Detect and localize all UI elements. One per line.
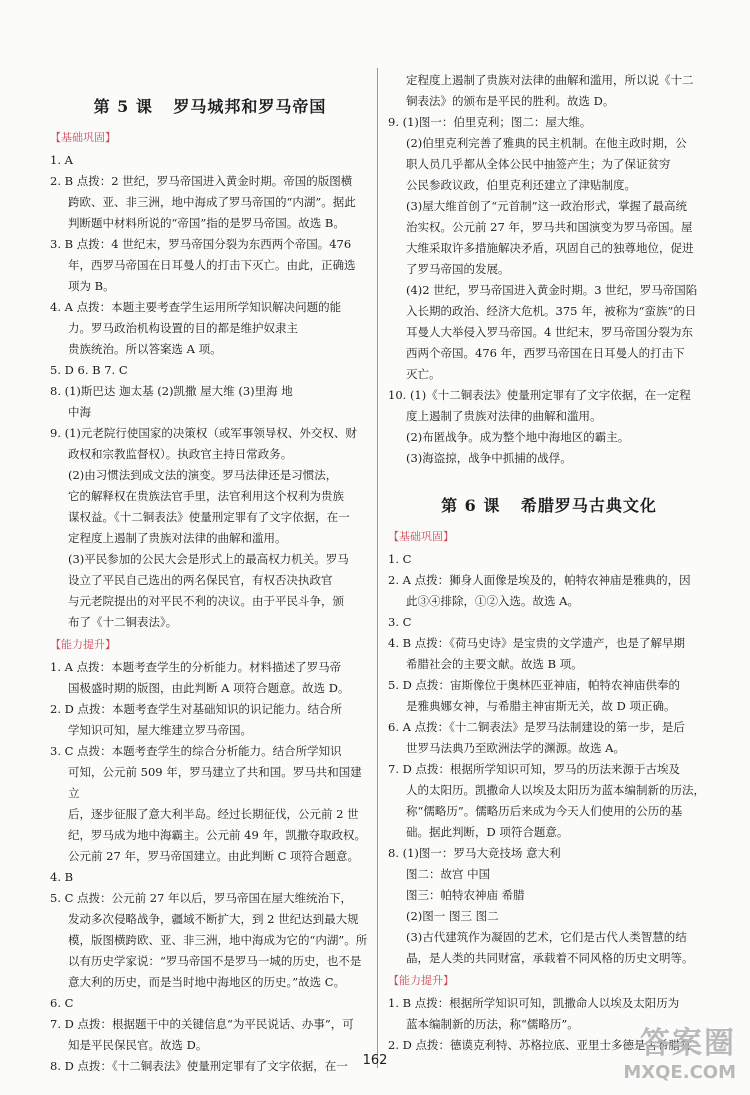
answer-line: 世罗马法典乃至欧洲法学的渊源。故选 A。 [406,741,625,755]
lesson5-number: 第 5 课 [93,97,153,116]
answer-line: 10. (1)《十二铜表法》使量刑定罪有了文字依据，在一定程 [388,388,691,402]
answer-line: 判断题中材料所说的“帝国”指的是罗马帝国。故选 B。 [68,216,345,230]
lesson6-number: 第 6 课 [441,496,501,515]
continued-answers [388,70,710,469]
answer-line: 力。罗马政治机构设置的目的都是维护奴隶主 [68,321,298,335]
answer-line: 定程度上遏制了贵族对法律的曲解和滥用，所以说《十二 [406,73,694,87]
answer-line: 2. A 点拨：狮身人面像是埃及的，帕特农神庙是雅典的，因 [388,573,691,587]
answer-line: 发动多次侵略战争，疆域不断扩大，到 2 世纪达到最大规 [68,912,359,926]
answer-line: 2. D 点拨：德谟克利特、苏格拉底、亚里士多德是古希腊哲 [388,1038,692,1052]
answer-line: 年，西罗马帝国在日耳曼人的打击下灭亡。由此，正确选 [68,258,356,272]
lesson6-title [388,493,710,516]
basic-section-tag: 【基础巩固】 [388,530,454,543]
answer-line: (3)屋大维首创了“元首制”这一政治形式，掌握了最高统 [406,199,688,213]
answer-line: 1. C [388,552,412,566]
answer-line: 政权和宗教监督权）。执政官主持日常政务。 [68,447,293,461]
answer-line: (4)2 世纪，罗马帝国进入黄金时期。3 世纪，罗马帝国陷 [406,283,698,297]
answer-line: 布了《十二铜表法》。 [68,615,178,629]
basic-section-tag: 【基础巩固】 [50,131,116,144]
answer-line: 3. C 点拨：本题考查学生的综合分析能力。结合所学知识 [50,744,342,758]
basic-answers [50,150,370,633]
answer-line: 它的解释权在贵族法官手里，法官利用这个权利为贵族 [68,489,344,503]
answer-line: 定程度上遏制了贵族对法律的曲解和滥用。 [68,531,287,545]
answer-line: 设立了平民自己选出的两名保民官，有权否决执政官 [68,573,333,587]
answer-line: 公民参政议政，伯里克利还建立了津贴制度。 [406,178,636,192]
answer-line: 可知，公元前 509 年，罗马建立了共和国。罗马共和国建立 [68,765,362,800]
answer-line: 公元前 27 年，罗马帝国建立。由此判断 C 项符合题意。 [68,849,360,863]
answer-line: 希腊社会的主要文献。故选 B 项。 [406,657,583,671]
answer-line: 铜表法》的颁布是平民的胜利。故选 D。 [406,94,615,108]
answer-line: 3. C [388,615,412,629]
answer-line: 此③④排除，①②入选。故选 A。 [406,594,579,608]
left-column [50,70,370,1077]
answer-line: (2)图一 图三 图二 [406,909,499,923]
basic-answers [388,549,710,969]
answer-line: 5. D 点拨：宙斯像位于奥林匹亚神庙，帕特农神庙供奉的 [388,678,681,692]
answer-line: 灭亡。 [406,367,441,381]
answer-line: 晶，是人类的共同财富，承载着不同风格的历史文明等。 [406,951,694,965]
answer-line: 意大利的历史，而是当时地中海地区的历史。”故选 C。 [68,975,346,989]
page-number: 162 [362,1053,388,1068]
advanced-section-tag: 【能力提升】 [50,638,116,651]
advanced-section-tag: 【能力提升】 [388,974,454,987]
answer-line: 5. C 点拨：公元前 27 年以后，罗马帝国在屋大维统治下， [50,891,353,905]
answer-line: 治实权。公元前 27 年，罗马共和国演变为罗马帝国。屋 [406,220,693,234]
answer-line: 础。据此判断，D 项符合题意。 [406,825,569,839]
answer-line: 4. B 点拨：《荷马史诗》是宝贵的文学遗产，也是了解早期 [388,636,685,650]
answer-line: 9. (1)元老院行使国家的决策权（或军事领导权、外交权、财 [50,426,357,440]
answer-line: 大维采取许多措施解决矛盾，巩固自己的独尊地位，促进 [406,241,694,255]
answer-line: 9. (1)图一：伯里克利；图二：屋大维。 [388,115,592,129]
answer-line: 称“儒略历”。儒略历后来成为今天人们使用的公历的基 [406,804,683,818]
answer-line: (2)布匿战争。成为整个地中海地区的霸主。 [406,430,630,444]
answer-line: 2. D 点拨：本题考查学生对基础知识的识记能力。结合所 [50,702,343,716]
answer-line: 是雅典娜女神，与希腊主神宙斯无关，故 D 项正确。 [406,699,676,713]
watermark-text: 答案圈 [640,1026,736,1061]
answer-line: 度上遏制了贵族对法律的曲解和滥用。 [406,409,602,423]
answer-line: 项为 B。 [68,279,115,293]
answer-line: 7. D 点拨：根据题干中的关键信息“为平民说话、办事”，可 [50,1017,354,1031]
column-divider [377,68,378,1068]
answer-line: 图三：帕特农神庙 希腊 [406,888,525,902]
lesson5-title [50,94,370,117]
answer-line: (2)伯里克利完善了雅典的民主机制。在他主政时期，公 [406,136,687,150]
answer-line: 2. B 点拨：2 世纪，罗马帝国进入黄金时期。帝国的版图横 [50,174,353,188]
answer-line: 图二：故宫 中国 [406,867,491,881]
answer-line: 贵族统治。所以答案选 A 项。 [68,342,222,356]
answer-line: 西两个帝国。476 年，西罗马帝国在日耳曼人的打击下 [406,346,685,360]
answer-line: (3)平民参加的公民大会是形式上的最高权力机关。罗马 [68,552,349,566]
answer-line: 8. (1)斯巴达 迦太基 (2)凯撒 屋大维 (3)里海 地 [50,384,293,398]
answer-line: 纪，罗马成为地中海霸主。公元前 49 年，凯撒夺取政权。 [68,828,366,842]
answer-line: 4. A 点拨：本题主要考查学生运用所学知识解决问题的能 [50,300,342,314]
answer-line: 蓝本编制新的历法，称“儒略历”。 [406,1017,579,1031]
answer-line: (3)海盗掠，战争中抓捕的战俘。 [406,451,572,465]
answer-line: (2)由习惯法到成文法的演变。罗马法律还是习惯法， [68,468,338,482]
answer-line: 以有历史学家说：“罗马帝国不是罗马一城的历史，也不是 [68,954,362,968]
watermark-logo [623,1018,736,1083]
answer-line: 知是平民保民官。故选 D。 [68,1038,208,1052]
answer-line: 8. (1)图一：罗马大竞技场 意大利 [388,846,561,860]
answer-line: 人的太阳历。凯撒命人以埃及太阳历为蓝本编制新的历法， [406,783,705,797]
answer-line: 1. B 点拨：根据所学知识可知，凯撒命人以埃及太阳历为 [388,996,680,1010]
answer-line: 后，逐步征服了意大利半岛。经过长期征伐，公元前 2 世 [68,807,359,821]
answer-line: 1. A [50,153,73,167]
answer-line: 耳曼人大举侵入罗马帝国。4 世纪末，罗马帝国分裂为东 [406,325,693,339]
answer-line: 3. B 点拨：4 世纪末，罗马帝国分裂为东西两个帝国。476 [50,237,352,251]
answer-line: 职人员几乎都从全体公民中抽签产生；为了保证贫穷 [406,157,671,171]
answer-line: (3)古代建筑作为凝固的艺术，它们是古代人类智慧的结 [406,930,687,944]
answer-line: 国极盛时期的版图，由此判断 A 项符合题意。故选 D。 [68,681,350,695]
answer-line: 跨欧、亚、非三洲，地中海成了罗马帝国的“内湖”。据此 [68,195,356,209]
answer-line: 6. C [50,996,74,1010]
answer-line: 了罗马帝国的发展。 [406,262,510,276]
answer-line: 模，版图横跨欧、亚、非三洲，地中海成为它的“内湖”。所 [68,933,368,947]
answer-line: 谋权益。《十二铜表法》使量刑定罪有了文字依据，在一 [68,510,350,524]
answer-line: 5. D 6. B 7. C [50,363,128,377]
advanced-answers [50,657,370,1077]
answer-line: 8. D 点拨：《十二铜表法》使量刑定罪有了文字依据，在一 [50,1059,348,1073]
watermark-url: MXQE.COM [623,1062,736,1083]
answer-line: 1. A 点拨：本题考查学生的分析能力。材料描述了罗马帝 [50,660,342,674]
answer-line: 入长期的政治、经济大危机。375 年，被称为“蛮族”的日 [406,304,697,318]
lesson6-heading: 希腊罗马古典文化 [520,496,657,515]
answer-line: 4. B [50,870,74,884]
right-column [388,70,710,1056]
answer-line: 7. D 点拨：根据所学知识可知，罗马的历法来源于古埃及 [388,762,681,776]
answer-line: 6. A 点拨：《十二铜表法》是罗马法制建设的第一步，是后 [388,720,685,734]
answer-line: 学知识可知，屋大维建立罗马帝国。 [68,723,252,737]
answer-line: 与元老院提出的对平民不利的决议。由于平民斗争，颁 [68,594,344,608]
answer-line: 中海 [68,405,91,419]
lesson5-heading: 罗马城邦和罗马帝国 [173,97,327,116]
